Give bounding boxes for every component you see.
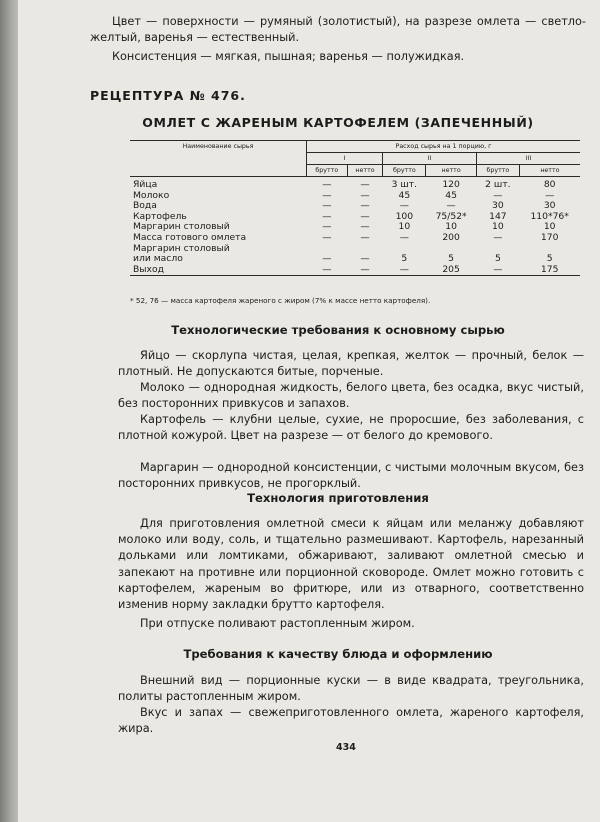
cell: — bbox=[360, 189, 370, 201]
table-footnote: * 52, 76 — масса картофеля жареного с жиром (7% к массе нетто картофеля). bbox=[130, 296, 431, 305]
recipe-title: ОМЛЕТ С ЖАРЕНЫМ КАРТОФЕЛЕМ (ЗАПЕЧЕННЫЙ) bbox=[142, 115, 534, 130]
cell: 45 bbox=[398, 189, 411, 201]
paragraph-milk: Молоко — однородная жидкость, белого цвета, без осадка, вкус чистый, без посторонних привкусов и запахов. bbox=[118, 381, 584, 411]
cell: — bbox=[322, 210, 332, 222]
recipe-number: РЕЦЕПТУРА № 476. bbox=[90, 88, 246, 103]
cell: 110*76* bbox=[530, 210, 569, 222]
cell: — bbox=[322, 221, 332, 233]
cell: 30 bbox=[543, 200, 556, 212]
cell: — bbox=[446, 200, 456, 212]
paragraph-potato: Картофель — клубни целые, сухие, не проросшие, без заболевания, с плотной кожурой. Цвет на разрезе — от белого до кремового. bbox=[118, 413, 584, 443]
cell: — bbox=[399, 200, 409, 212]
table-group-3: III bbox=[476, 153, 580, 165]
cell: — bbox=[360, 231, 370, 243]
cell: — bbox=[399, 231, 409, 243]
paragraph-eggs: Яйцо — скорлупа чистая, целая, крепкая, желток — прочный, белок — плотный. Не допускаются битые, порченые. bbox=[118, 349, 584, 379]
row-name: Выход bbox=[130, 265, 307, 276]
cell: — bbox=[493, 231, 503, 243]
subheader-cell: брутто bbox=[383, 165, 426, 177]
cell: — bbox=[545, 189, 555, 201]
paragraph-appearance: Внешний вид — порционные куски — в виде квадрата, треугольника, политы растопленным жиром. bbox=[118, 674, 584, 704]
cell: 5 bbox=[448, 253, 455, 265]
cell: — bbox=[360, 179, 370, 190]
table-row bbox=[130, 177, 580, 191]
cell: 5 bbox=[401, 253, 408, 265]
cell: 200 bbox=[442, 231, 460, 243]
cell: — bbox=[360, 253, 370, 265]
cell: 30 bbox=[492, 200, 504, 212]
section-title-prep: Технология приготовления bbox=[247, 491, 429, 505]
cell: — bbox=[322, 179, 332, 190]
cell: — bbox=[383, 265, 426, 276]
table-row bbox=[130, 265, 580, 276]
document-page bbox=[18, 0, 600, 822]
scan-edge bbox=[0, 0, 18, 822]
cell: 120 bbox=[442, 179, 460, 190]
cell: 5 bbox=[494, 253, 501, 265]
cell: 175 bbox=[519, 265, 580, 276]
cell: 205 bbox=[426, 265, 477, 276]
paragraph-prep: Для приготовления омлетной смеси к яйцам или меланжу добавляют молоко или воду, соль, и тщательно размешивают. Картофель, нарезанный дольками или ломтиками, обжаривают, заливают омлетной смесью и запекают на противне или порционной сковороде. Омлет можно готовить с картофелем, жареным во фритюре, или из отварного, соответственно изменив норму закладки брутто картофеля. bbox=[118, 517, 584, 612]
cell: 10 bbox=[492, 221, 504, 233]
cell: 5 bbox=[546, 253, 553, 265]
table-name-header: Наименование сырья bbox=[130, 141, 307, 177]
cell: — bbox=[307, 265, 348, 276]
cell: 80 bbox=[543, 179, 556, 190]
cell: 2 шт. bbox=[485, 179, 511, 190]
intro-color-paragraph: Цвет — поверхности — румяный (золотистый), на разрезе омлета — светло-желтый, варенья — естественный. bbox=[90, 15, 586, 45]
cell: 75/52* bbox=[435, 210, 467, 222]
cell: — bbox=[360, 221, 370, 233]
table-row bbox=[130, 244, 580, 265]
table-group-header: Расход сырья на 1 порцию, г bbox=[307, 141, 581, 153]
cell: — bbox=[322, 253, 332, 265]
intro-consistency-paragraph: Консистенция — мягкая, пышная; варенья — полужидкая. bbox=[112, 50, 465, 63]
row-name: Маргарин столовый bbox=[133, 221, 230, 233]
cell: — bbox=[476, 265, 519, 276]
cell: — bbox=[360, 210, 370, 222]
subheader-cell: брутто bbox=[476, 165, 519, 177]
section-title-raw: Технологические требования к основному сырью bbox=[171, 323, 505, 337]
table-group-2: II bbox=[383, 153, 477, 165]
subheader-cell: брутто bbox=[307, 165, 348, 177]
cell: 10 bbox=[543, 221, 556, 233]
row-name: Яйца bbox=[133, 179, 158, 190]
row-name: Вода bbox=[133, 200, 157, 212]
subheader-cell: нетто bbox=[347, 165, 383, 177]
row-name-line1: Маргарин столовый bbox=[133, 242, 230, 254]
row-name: Картофель bbox=[133, 210, 187, 222]
table-row bbox=[130, 191, 580, 202]
paragraph-margarine: Маргарин — однородной консистенции, с чистыми молочным вкусом, без посторонних привкусов, не прогорклый. bbox=[118, 461, 584, 491]
cell: — bbox=[322, 189, 332, 201]
cell: — bbox=[347, 265, 383, 276]
cell: 3 шт. bbox=[391, 179, 418, 190]
ingredients-table bbox=[130, 140, 580, 276]
cell: 147 bbox=[489, 210, 507, 222]
row-name: Молоко bbox=[133, 189, 170, 201]
paragraph-serving: При отпуске поливают растопленным жиром. bbox=[140, 617, 415, 630]
cell: — bbox=[493, 189, 503, 201]
cell: 10 bbox=[445, 221, 457, 233]
cell: — bbox=[322, 231, 332, 243]
paragraph-taste: Вкус и запах — свежеприготовленного омлета, жареного картофеля, жира. bbox=[118, 706, 584, 736]
row-name: Масса готового омлета bbox=[133, 231, 247, 243]
row-name-line2: или масло bbox=[133, 253, 183, 265]
cell: 100 bbox=[395, 210, 414, 222]
page-number: 434 bbox=[336, 742, 356, 753]
cell: — bbox=[360, 200, 370, 212]
cell: — bbox=[322, 200, 332, 212]
table-row bbox=[130, 201, 580, 212]
table-group-1: I bbox=[307, 153, 383, 165]
section-title-quality: Требования к качеству блюда и оформлению bbox=[183, 647, 493, 661]
cell: 10 bbox=[398, 221, 411, 233]
cell: 45 bbox=[445, 189, 457, 201]
row-name bbox=[130, 244, 307, 265]
cell: 170 bbox=[540, 231, 559, 243]
subheader-cell: нетто bbox=[426, 165, 477, 177]
subheader-cell: нетто bbox=[519, 165, 580, 177]
